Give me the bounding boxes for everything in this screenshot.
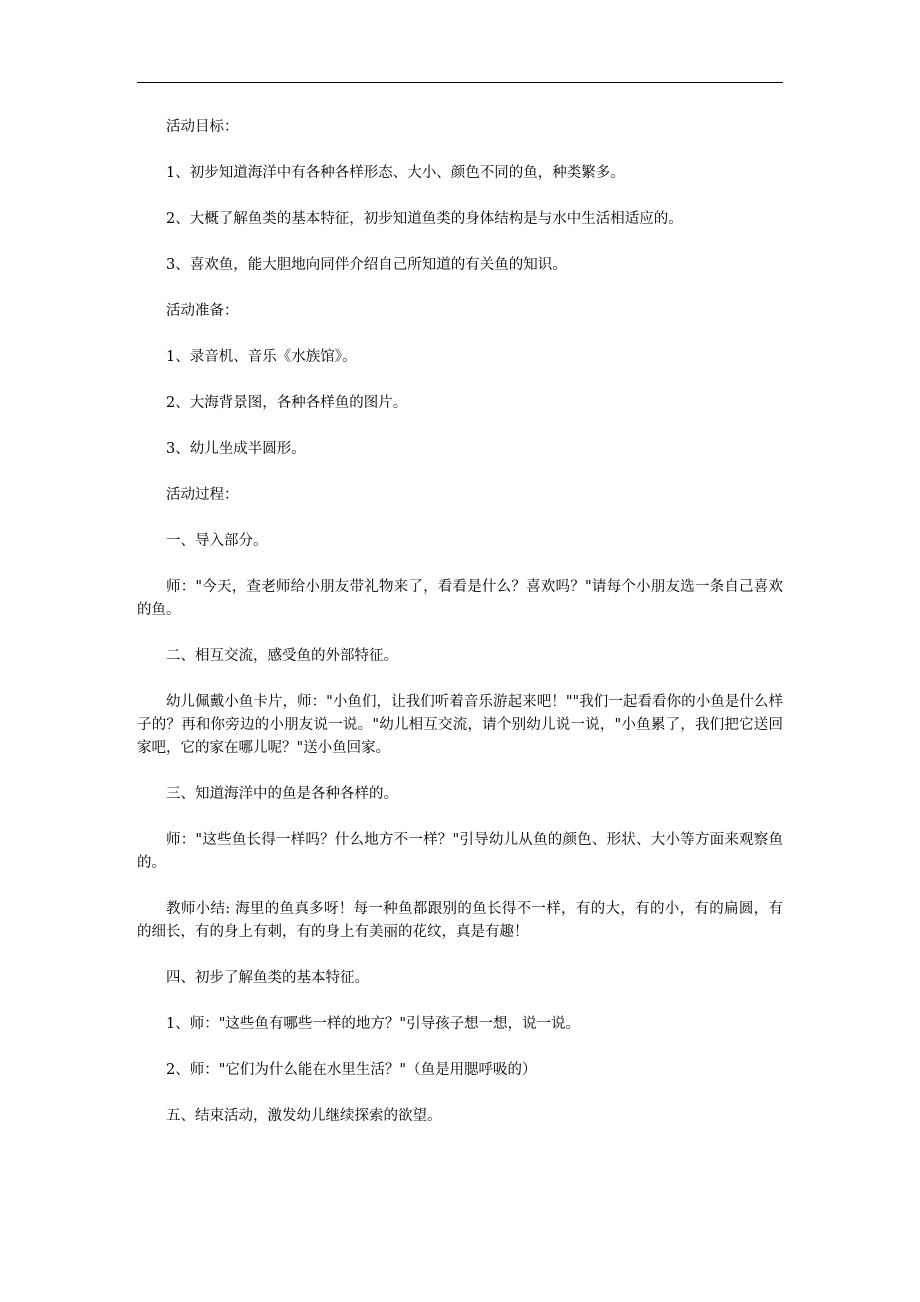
process-step-4-item-2: 2、师："它们为什么能在水里生活？"（鱼是用腮呼吸的） xyxy=(166,1062,537,1078)
process-step-1-body: 师："今天，查老师给小朋友带礼物来了，看看是什么？喜欢吗？"请每个小朋友选一条自己喜欢的鱼。 xyxy=(137,579,783,618)
section-heading-preparation: 活动准备： xyxy=(166,303,239,319)
teacher-summary: 教师小结: 海里的鱼真多呀！每一种鱼都跟别的鱼长得不一样，有的大，有的小，有的扁圆，有的细长，有的身上有刺，有的身上有美丽的花纹，真是有趣！ xyxy=(137,901,783,940)
document-body xyxy=(137,116,783,1151)
process-step-1-title: 一、导入部分。 xyxy=(166,533,268,549)
prep-item-2: 2、大海背景图，各种各样鱼的图片。 xyxy=(166,395,408,411)
process-step-4-item-1: 1、师："这些鱼有哪些一样的地方？"引导孩子想一想，说一说。 xyxy=(166,1016,581,1032)
section-heading-goals: 活动目标： xyxy=(166,119,239,135)
section-heading-process: 活动过程： xyxy=(166,487,239,503)
prep-item-1: 1、录音机、音乐《水族馆》。 xyxy=(166,349,357,365)
prep-item-3: 3、幼儿坐成半圆形。 xyxy=(166,441,306,457)
goal-item-2: 2、大概了解鱼类的基本特征，初步知道鱼类的身体结构是与水中生活相适应的。 xyxy=(166,211,683,227)
process-step-4-title: 四、初步了解鱼类的基本特征。 xyxy=(166,970,369,986)
process-step-3-title: 三、知道海洋中的鱼是各种各样的。 xyxy=(166,786,398,802)
process-step-5-title: 五、结束活动，激发幼儿继续探索的欲望。 xyxy=(166,1108,442,1124)
goal-item-1: 1、初步知道海洋中有各种各样形态、大小、颜色不同的鱼，种类繁多。 xyxy=(166,165,625,181)
header-rule xyxy=(137,82,783,83)
process-step-2-title: 二、相互交流，感受鱼的外部特征。 xyxy=(166,648,398,664)
process-step-3-body: 师："这些鱼长得一样吗？什么地方不一样？"引导幼儿从鱼的颜色、形状、大小等方面来观察鱼的。 xyxy=(137,832,783,871)
process-step-2-body: 幼儿佩戴小鱼卡片，师："小鱼们，让我们听着音乐游起来吧！""我们一起看看你的小鱼是什么样子的？再和你旁边的小朋友说一说。"幼儿相互交流，请个别幼儿说一说，"小鱼累了，我们把它送回家吧，它的家在哪儿呢？"送小鱼回家。 xyxy=(137,694,783,756)
goal-item-3: 3、喜欢鱼，能大胆地向同伴介绍自己所知道的有关鱼的知识。 xyxy=(166,257,567,273)
